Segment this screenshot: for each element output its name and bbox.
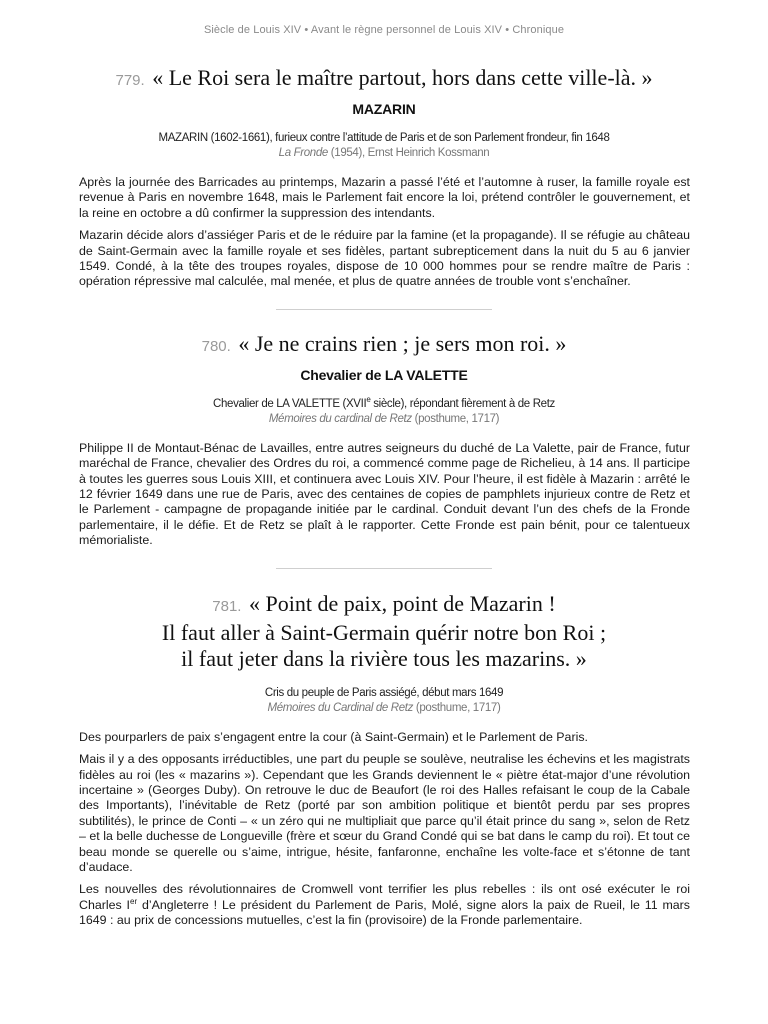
section-divider: [276, 568, 492, 569]
body-paragraph: Après la journée des Barricades au printemps, Mazarin a passé l’été et l’automne à ruser, la famille royale est revenue à Paris en novembre 1648, mais le Parlement fait encore la loi, prétend contrôler le gouvernement, et la reine en octobre a dû confirmer la suppression des intendants.: [79, 175, 690, 220]
quote-author: MAZARIN: [352, 101, 416, 117]
context-superscript: e: [366, 395, 371, 405]
quote-entry-781: [0, 591, 768, 716]
source-details: (posthume, 1717): [411, 412, 500, 425]
quote-entry-780: [0, 331, 768, 427]
source-details: (posthume, 1717): [413, 701, 501, 714]
paragraph-text: d’Angleterre ! Le président du Parlement de Paris, Molé, signe alors la paix de Rueil, le 11 mars 1649 : au prix de concessions mutuelles, c’est la fin (provisoire) de la Fronde parlementaire.: [79, 897, 690, 928]
source-title: Mémoires du Cardinal de Retz: [267, 701, 414, 714]
body-paragraph: Mazarin décide alors d’assiéger Paris et de le réduire par la famine (et la propagande). Il se réfugie au château de Saint-Germain avec la famille royale et ses fidèles, partant subrepticement dans la nuit du 5 au 6 janvier 1549. Condé, à la tête des troupes royales, dispose de 10 000 hommes pour se rendre maître de Paris : opération répressive mal calculée, mal menée, et plus de quatre années de trouble vont s’enchaîner.: [79, 228, 690, 289]
source-title: La Fronde: [278, 147, 328, 159]
context-text: siècle), répondant fièrement à de Retz: [370, 397, 555, 410]
quote-author: Chevalier de LA VALETTE: [300, 366, 468, 383]
paragraph-text: Les nouvelles des révolutionnaires de Cromwell vont terrifier les plus rebelles : ils ont osé exécuter le roi Charles I: [79, 882, 690, 912]
quote-number: 781.: [212, 597, 242, 615]
quote-entry-779: [0, 65, 768, 161]
body-paragraph: Philippe II de Montaut-Bénac de Lavailles, entre autres seigneurs du duché de La Valette, pair de France, futur maréchal de France, chevalier des Ordres du roi, a commencé comme page de Richelieu, à 14 ans. Il participe à toutes les guerres sous Louis XIII, et continuera avec Louis XIV. Pour l’heure, il est fidèle à Mazarin : arrêté le 12 février 1649 dans une rue de Paris, avec des centaines de copies de pamphlets injurieux contre de Retz et le Parlement - campagne de propagande initiée par le cardinal. Conduit devant l’un des chefs de la Fronde parlementaire, il le défie. Et de Retz se plaît à le rapporter. Cette Fronde est pain bénit, pour ce talentueux mémorialiste.: [79, 440, 690, 548]
body-paragraph: [79, 882, 690, 928]
quote-context: Cris du peuple de Paris assiégé, début mars 1649: [264, 686, 504, 699]
body-paragraph: Mais il y a des opposants irréductibles, une part du peuple se soulève, neutralise les échevins et les magistrats fidèles au roi (les « mazarins »). Cependant que les Grands deviennent le « piètre état-major d’une révolution incertaine » (Georges Duby). On retrouve le duc de Beaufort (le roi des Halles refaisant le coup de la Cabale des Importants), l’inévitable de Retz (porté par son ambition politique et bientôt perdu par ses propres subtilités), le prince de Conti – « un zéro qui ne multipliait que parce qu’il était prince du sang », selon de Retz – et la belle duchesse de Longueville (frère et sœur du Grand Condé qui se bat dans le camp du roi). Et tout ce beau monde se querelle ou s’aime, intrigue, hésite, fanfaronne, enchaîne les volte-face et s’étonne de tant d’audace.: [79, 752, 690, 874]
context-text: Chevalier de LA VALETTE (XVII: [213, 397, 367, 410]
quote-source: [0, 701, 768, 716]
quote-context: MAZARIN (1602-1661), furieux contre l’attitude de Paris et de son Parlement frondeur, fin 1648: [158, 132, 610, 144]
quote-number: 779.: [115, 72, 145, 89]
quote-source: [0, 412, 768, 427]
quote-text: « Le Roi sera le maître partout, hors dans cette ville-là. »: [152, 65, 653, 90]
quote-line: [0, 65, 768, 94]
section-divider: [276, 309, 492, 310]
quote-number: 780.: [201, 337, 231, 355]
quote-text: « Point de paix, point de Mazarin !: [248, 590, 556, 616]
quote-line: [0, 331, 768, 360]
quote-line: [0, 591, 768, 620]
source-title: Mémoires du cardinal de Retz: [268, 412, 412, 425]
quote-text: il faut jeter dans la rivière tous les mazarins. »: [181, 645, 587, 671]
quote-text: Il faut aller à Saint-Germain quérir notre bon Roi ;: [161, 619, 607, 645]
quote-source: [0, 146, 768, 161]
running-header: Siècle de Louis XIV • Avant le règne personnel de Louis XIV • Chronique: [203, 24, 565, 36]
quote-text: « Je ne crains rien ; je sers mon roi. »: [238, 330, 567, 356]
source-details: (1954), Ernst Heinrich Kossmann: [327, 147, 490, 159]
paragraph-superscript: er: [130, 896, 138, 906]
body-paragraph: Des pourparlers de paix s’engagent entre la cour (à Saint-Germain) et le Parlement de Paris.: [79, 729, 588, 744]
quote-context: [0, 397, 768, 412]
